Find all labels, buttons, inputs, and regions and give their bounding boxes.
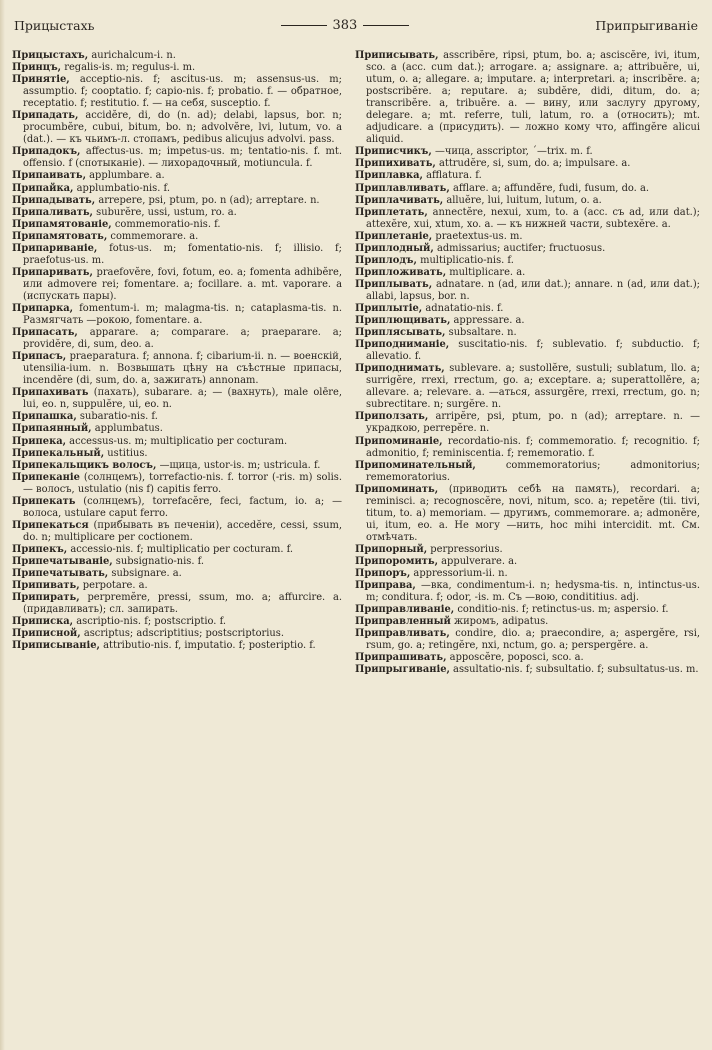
entry-definition: praetextus-us. m.	[432, 230, 523, 242]
dictionary-entry	[12, 544, 342, 556]
dictionary-entry	[355, 556, 700, 568]
entry-headword: Приплавка,	[355, 170, 423, 182]
dictionary-entry	[12, 110, 342, 146]
entry-definition: assultatio-nis. f; subsultatio. f; subsultatus-us. m.	[449, 664, 699, 676]
entry-headword: Припечатываніе,	[12, 555, 113, 567]
entry-definition: adnatare. n (ad, или dat.); annare. n (ad, или dat.); allabi, lapsus, bor. n.	[366, 278, 700, 302]
dictionary-entry	[355, 303, 700, 315]
entry-definition: subsaltare. n.	[445, 327, 517, 339]
page-number-block	[281, 18, 410, 33]
entry-headword: Припаивать,	[12, 170, 87, 182]
entry-headword: Припекать	[12, 495, 76, 507]
entry-definition: attributio-nis. f, imputatio. f; posteriptio. f.	[99, 640, 316, 652]
entry-headword: Приправливаніе,	[355, 604, 455, 616]
dictionary-entry	[355, 460, 700, 484]
entry-definition: affectus-us. m; impetus-us. m; tentatio-nis. f. mt. offensio. f (спотыканіе). — лихорадочный, motiuncula. f.	[23, 146, 342, 170]
entry-definition: subsignatio-nis. f.	[112, 555, 205, 567]
entry-definition: ustitius.	[104, 447, 148, 459]
entry-headword: Припивать,	[12, 580, 80, 592]
entry-definition: recordatio-nis. f; commemoratio. f; recognitio. f; admonitio, f; reminiscentia. f; rememoratio. f.	[366, 435, 700, 459]
entry-headword: Приподниманіе,	[355, 339, 450, 351]
header-right-guideword: Припрыгиваніе	[595, 17, 698, 33]
dictionary-entry	[12, 496, 342, 520]
left-column	[12, 50, 342, 1040]
dictionary-entry	[12, 640, 342, 652]
entry-headword: Припоминательный,	[355, 459, 476, 471]
entry-definition: adnatatio-nis. f.	[422, 302, 504, 314]
dictionary-entry	[12, 628, 342, 640]
dictionary-entry	[12, 74, 342, 110]
entry-definition: (прибывать въ печеніи), accedĕre, cessi, ssum, do. n; multiplicare per coctionem.	[23, 519, 342, 543]
entry-definition: ascriptus; adscriptitius; postscriptorius.	[80, 628, 285, 640]
entry-headword: Припасъ,	[12, 351, 67, 363]
dictionary-entry	[355, 363, 700, 411]
entry-definition: (приводить себѣ на память), recordari. a; reminisci. a; recognoscĕre, novi, nitum, sco. a; repetĕre (tii. tivi, titum, to. a) memoriam. — другимъ, commemorare. a; admonĕre, ui, itum, eo. a. Не могу —нить, hoc mihi intercidit. mt. См. отмѣчать.	[366, 483, 700, 543]
header-left-guideword: Прицыстахь	[14, 17, 95, 33]
page-edge-shadow	[0, 0, 5, 1050]
dictionary-entry	[355, 146, 700, 158]
entry-headword: Припложивать,	[355, 266, 447, 278]
entry-definition: perpotare. a.	[79, 580, 148, 592]
entry-headword: Приписной,	[12, 628, 81, 640]
entry-headword: Припадывать,	[12, 194, 96, 206]
entry-definition: applumbare. a.	[86, 170, 165, 182]
dictionary-entry	[12, 327, 342, 351]
dictionary-entry	[355, 544, 700, 556]
dictionary-entry	[12, 592, 342, 616]
dictionary-entry	[12, 243, 342, 267]
entry-definition: accessio-nis. f; multiplicatio per cocturam. f.	[67, 543, 294, 555]
entry-headword: Припирать,	[12, 592, 80, 604]
dictionary-entry	[355, 411, 700, 435]
dictionary-entry	[355, 50, 700, 146]
entry-headword: Приправа,	[355, 580, 416, 592]
entry-headword: Припоромить,	[355, 555, 439, 567]
header-rule-left	[281, 25, 327, 26]
dictionary-entry	[12, 219, 342, 231]
dictionary-entry	[355, 279, 700, 303]
entry-definition: sublevare. a; sustollĕre, sustuli; sublatum, llo. a; surrigĕre, rrexi, rrectum, go. a; exceptare. a; superattollĕre, a; allevare. a; relevare. a. —аться, assurgĕre, rrexi, rrectum, go. n; subrectitare. n; surgĕre. n.	[366, 363, 700, 411]
dictionary-entry	[355, 255, 700, 267]
entry-headword: Приписка,	[12, 616, 74, 628]
entry-headword: Припаливать,	[12, 206, 93, 218]
entry-definition: praefovĕre, fovi, fotum, eo. a; fomenta adhibĕre, или admovere rei; fomentare. a; focillare. a. mt. vaporare. a (испускать пары).	[23, 266, 342, 302]
dictionary-entry	[12, 423, 342, 435]
entry-headword: Приплывать,	[355, 278, 433, 290]
entry-definition: regalis-is. m; regulus-i. m.	[61, 62, 196, 74]
dictionary-entry	[355, 436, 700, 460]
entry-definition: accessus-us. m; multiplicatio per cocturam.	[66, 435, 288, 447]
entry-headword: Приписываніе,	[12, 640, 100, 652]
dictionary-entry	[12, 170, 342, 182]
entry-headword: Припамятовать,	[12, 230, 108, 242]
entry-headword: Приплясывать,	[355, 327, 446, 339]
entry-headword: Припихивать,	[355, 158, 436, 170]
dictionary-entry	[12, 472, 342, 496]
entry-definition: appulverare. a.	[438, 555, 518, 567]
dictionary-entry	[355, 568, 700, 580]
entry-definition: appressorium-ii. n.	[410, 568, 508, 580]
entry-definition: condire, dio. a; praecondire, a; aspergĕre, rsi, rsum, go. a; retingĕre, nxi, nctum, go. a; perspergĕre. a.	[366, 628, 700, 652]
entry-headword: Приплытіе,	[355, 302, 423, 314]
entry-definition: applumbatio-nis. f.	[73, 182, 170, 194]
entry-definition: admissarius; auctifer; fructuosus.	[433, 242, 606, 254]
entry-headword: Принятіе,	[12, 74, 70, 86]
entry-definition: ascriptio-nis. f; postscriptio. f.	[73, 616, 227, 628]
entry-definition: fomentum-i. m; malagma-tis. n; cataplasma-tis. n. Размягчать —рокою, fomentare. a.	[23, 302, 342, 327]
dictionary-entry	[12, 520, 342, 544]
entry-headword: Припадать,	[12, 110, 79, 122]
dictionary-entry	[355, 195, 700, 207]
entry-headword: Приплющивать,	[355, 315, 451, 327]
dictionary-entry	[12, 387, 342, 411]
dictionary-entry	[12, 183, 342, 195]
entry-definition: perpremĕre, pressi, ssum, mo. a; affurcire. a. (придавливать); сл. запирать.	[23, 592, 342, 616]
dictionary-entry	[355, 339, 700, 363]
entry-headword: Приписчикъ,	[355, 146, 432, 158]
entry-headword: Припечатывать,	[12, 568, 109, 580]
entry-definition: attrudĕre, si, sum, do. a; impulsare. a.	[435, 158, 631, 170]
running-header	[14, 14, 698, 36]
entry-headword: Приплодъ,	[355, 254, 417, 266]
entry-definition: asscribĕre, ripsi, ptum, bo. a; asciscĕre, ivi, itum, sco. a (acc. cum dat.); arrogare. a; assignare. a; attribuĕre, ui, utum, o. a; allegare. a; imputare. a; interpretari. a; inscribĕre. a; postscribĕre. a; reputare. a; subdĕre, didi, ditum, do. a; transcribĕre. a, tribuĕre. a. — вину, или заслугу другому, delegare. a; mt. referre, tuli, latum, ro. a (относить); mt. adjudicare. a (присудить). — ложно кому что, affingĕre alicui aliquid.	[366, 50, 700, 146]
entry-definition: —вка, condimentum-i. n; hedysma-tis. n, intinctus-us. m; conditura. f; odor, -is. m. Съ —вою, condititius. adj.	[366, 580, 700, 604]
entry-definition: acceptio-nis. f; ascitus-us. m; assensus-us. m; assumptio. f; cooptatio. f; capio-nis. f; probatio. f. — обратное, receptatio. f; restitutio. f. — на себя, susceptio. f.	[23, 74, 342, 110]
entry-definition: suburĕre, ussi, ustum, ro. a.	[93, 206, 237, 218]
entry-definition: annectĕre, nexui, xum, to. a (acc. съ ad, или dat.); attexĕre, xui, xtum, xo. a. — къ нижней части, subtexĕre. a.	[366, 206, 700, 230]
entry-headword: Припоминать,	[355, 483, 439, 495]
entry-headword: Припашка,	[12, 411, 77, 423]
entry-headword: Приплетаніе,	[355, 230, 433, 242]
entry-definition: applumbatus.	[91, 423, 163, 435]
entry-definition: apparare. a; comparare. a; praeparare. a; providĕre, di, sum, deo. a.	[23, 327, 342, 351]
dictionary-entry	[12, 556, 342, 568]
entry-headword: Припека,	[12, 435, 67, 447]
dictionary-entry	[12, 146, 342, 170]
entry-definition: alluĕre, lui, luitum, lutum, o. a.	[443, 194, 602, 206]
entry-headword: Приплодный,	[355, 242, 434, 254]
entry-headword: Припариваніе,	[12, 242, 98, 254]
dictionary-entry	[355, 183, 700, 195]
dictionary-entry	[355, 580, 700, 604]
dictionary-entry	[12, 351, 342, 387]
dictionary-entry	[355, 170, 700, 182]
dictionary-entry	[12, 267, 342, 303]
entry-headword: Припрыгиваніе,	[355, 664, 450, 676]
entry-headword: Припаривать,	[12, 266, 93, 278]
entry-definition: praeparatura. f; annona. f; cibarium-ii. n. — военскій, utensilia-ium. n. Возвышать цѣну на съѣстные припасы, incendĕre (di, sum, do. a, зажигать) annonam.	[23, 351, 342, 387]
entry-headword: Припекъ,	[12, 543, 68, 555]
entry-definition: commemoratio-nis. f.	[111, 218, 221, 230]
entry-definition: accidĕre, di, do (n. ad); delabi, lapsus, bor. n; procumbĕre, cubui, bitum, bo. n; advolvĕre, lvi, lutum, vo. a (dat.). — къ чьимъ-л. стопамъ, pedibus alicujus advolvi. pass.	[23, 110, 342, 146]
entry-headword: Припарка,	[12, 302, 74, 314]
dictionary-entry	[355, 231, 700, 243]
entry-definition: subsignare. a.	[108, 568, 182, 580]
dictionary-entry	[12, 460, 342, 472]
entry-headword: Приправленный	[355, 616, 451, 628]
entry-definition: suscitatio-nis. f; sublevatio. f; subductio. f; allevatio. f.	[366, 339, 700, 363]
dictionary-entry	[12, 50, 342, 62]
dictionary-entry	[355, 628, 700, 652]
dictionary-entry	[12, 195, 342, 207]
entry-headword: Припоминаніе,	[355, 435, 443, 447]
entry-headword: Приправливать,	[355, 628, 450, 640]
dictionary-entry	[12, 568, 342, 580]
entry-definition: appressare. a.	[450, 315, 525, 327]
entry-definition: multiplicatio-nis. f.	[416, 254, 514, 266]
dictionary-entry	[12, 616, 342, 628]
entry-headword: Прицыстахъ,	[12, 50, 89, 61]
dictionary-entry	[355, 484, 700, 544]
entry-headword: Принцъ,	[12, 62, 62, 74]
dictionary-entry	[355, 616, 700, 628]
dictionary-entry	[355, 158, 700, 170]
entry-headword: Припеканіе	[12, 471, 80, 483]
entry-headword: Припекальный,	[12, 447, 105, 459]
dictionary-entry	[355, 652, 700, 664]
dictionary-entry	[355, 664, 700, 676]
entry-headword: Припайка,	[12, 182, 74, 194]
entry-definition: (пахать), subarare. a; — (вахнуть), male olēre, lui, eo. n, suppulĕre, ui, eo. n.	[23, 387, 342, 411]
entry-headword: Припасать,	[12, 327, 78, 339]
entry-definition: commemoratorius; admonitorius; rememoratorius.	[366, 459, 700, 483]
right-column	[355, 50, 700, 1040]
entry-headword: Припекальщикъ волосъ,	[12, 459, 157, 471]
dictionary-entry	[355, 327, 700, 339]
dictionary-entry	[12, 448, 342, 460]
entry-headword: Припрашивать,	[355, 652, 447, 664]
entry-definition: apposcĕre, poposci, sco. a.	[446, 652, 584, 664]
dictionary-entry	[12, 303, 342, 327]
entry-headword: Припахивать	[12, 387, 89, 399]
dictionary-entry	[12, 436, 342, 448]
header-rule-right	[363, 25, 409, 26]
entry-definition: (солнцемъ), torrefacĕre, feci, factum, io. a; — волоса, ustulare caput ferro.	[23, 495, 342, 519]
entry-definition: arrepere, psi, ptum, po. n (ad); arreptare. n.	[95, 194, 320, 206]
entry-headword: Припекаться	[12, 519, 89, 531]
entry-headword: Приплачивать,	[355, 194, 444, 206]
entry-headword: Приплетать,	[355, 206, 428, 218]
entry-headword: Припорный,	[355, 543, 428, 555]
entry-definition: perpressorius.	[427, 543, 503, 555]
entry-definition: —чица, asscriptor, ˊ—trix. m. f.	[431, 146, 593, 158]
entry-definition: (солнцемъ), torrefactio-nis. f. torror (-ris. m) solis. — волосъ, ustulatio (nis f) capitis ferro.	[23, 471, 342, 495]
entry-definition: subaratio-nis. f.	[76, 411, 158, 423]
entry-headword: Приписывать,	[355, 50, 439, 61]
entry-definition: arripĕre, psi, ptum, po. n (ad); arreptare. n. — украдкою, perrepĕre. n.	[366, 411, 700, 435]
dictionary-entry	[12, 62, 342, 74]
dictionary-entry	[355, 267, 700, 279]
page-number: 383	[332, 17, 358, 33]
entry-definition: multiplicare. a.	[446, 266, 526, 278]
entry-definition: commemorare. a.	[107, 230, 199, 242]
entry-definition: fotus-us. m; fomentatio-nis. f; illisio. f; praefotus-us. m.	[23, 242, 342, 266]
dictionary-entry	[355, 315, 700, 327]
entry-headword: Приплавливать,	[355, 182, 450, 194]
entry-definition: aurichalcum-i. n.	[88, 50, 176, 61]
dictionary-entry	[12, 207, 342, 219]
entry-definition: conditio-nis. f; retinctus-us. m; aspersio. f.	[454, 604, 669, 616]
dictionary-entry	[12, 231, 342, 243]
dictionary-entry	[355, 243, 700, 255]
entry-headword: Припадокъ,	[12, 146, 81, 158]
dictionary-entry	[355, 207, 700, 231]
entry-headword: Приползать,	[355, 411, 429, 423]
dictionary-entry	[12, 580, 342, 592]
entry-headword: Приподнимать,	[355, 363, 445, 375]
dictionary-entry	[12, 411, 342, 423]
entry-definition: afflare. a; affundĕre, fudi, fusum, do. a.	[449, 182, 649, 194]
dictionary-entry	[355, 604, 700, 616]
entry-definition: afflatura. f.	[422, 170, 482, 182]
entry-definition: —щица, ustor-is. m; ustricula. f.	[156, 459, 321, 471]
entry-headword: Припоръ,	[355, 568, 411, 580]
entry-definition: жиромъ, adipatus.	[450, 616, 549, 628]
entry-headword: Припамятованіе,	[12, 218, 112, 230]
entry-headword: Припаянный,	[12, 423, 92, 435]
